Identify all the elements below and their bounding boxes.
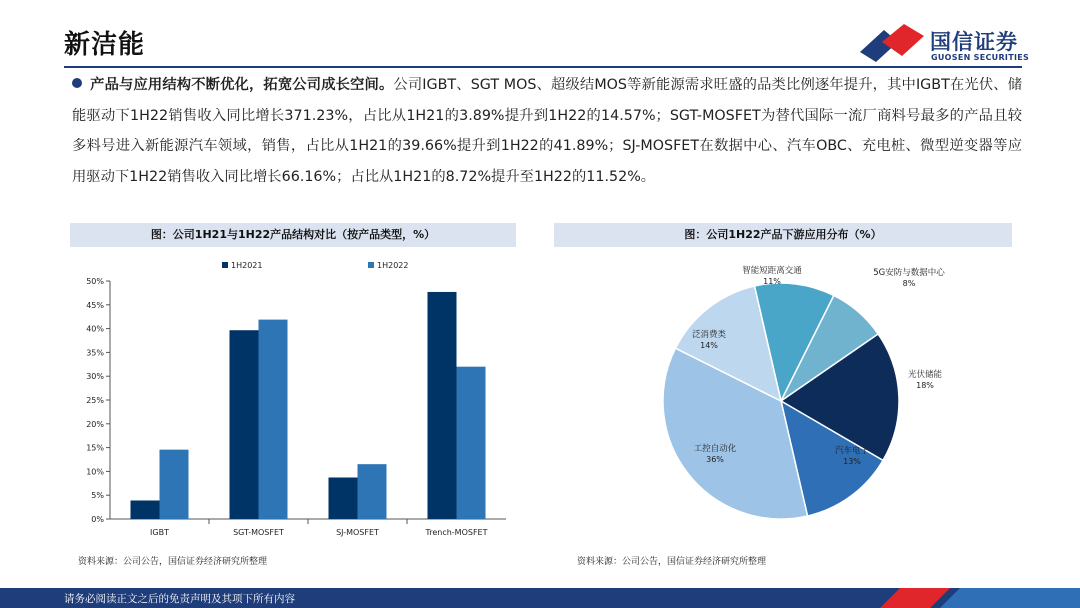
legend-swatch xyxy=(368,262,374,268)
pie-chart xyxy=(554,255,1012,547)
x-tick-label: SJ-MOSFET xyxy=(336,528,379,537)
legend-label: 1H2021 xyxy=(231,261,263,270)
bar xyxy=(259,320,288,519)
y-tick-label: 5% xyxy=(91,491,104,501)
slice-label: 5G安防与数据中心 xyxy=(873,268,945,278)
bar-chart-title: 图：公司1H21与1H22产品结构对比（按产品类型，%） xyxy=(70,223,516,247)
pie-chart-title: 图：公司1H22产品下游应用分布（%） xyxy=(554,223,1012,247)
logo-mark-icon xyxy=(858,22,928,66)
slice-percent: 11% xyxy=(763,277,781,286)
bar xyxy=(428,292,457,519)
y-tick-label: 20% xyxy=(86,419,104,429)
lead-sentence: 产品与应用结构不断优化，拓宽公司成长空间。 xyxy=(90,77,394,93)
bar-chart xyxy=(70,255,520,547)
x-tick-label: SGT-MOSFET xyxy=(233,528,284,537)
y-tick-label: 30% xyxy=(86,372,104,382)
y-tick-label: 10% xyxy=(86,467,104,477)
bar xyxy=(160,450,189,519)
x-tick-label: IGBT xyxy=(150,528,169,537)
header-rule xyxy=(64,66,1022,68)
body-text: 公司IGBT、SGT MOS、超级结MOS等新能源需求旺盛的品类比例逐年提升，其中IGBT在光伏、储能驱动下1H22销售收入同比增长371.23%，占比从1H21的3.89%提升到1H22的14.57%；SGT-MOSFET为替代国际一流厂商料号最多的产品且较多料号进入新能源汽车领域，销售，占比从1H21的39.66%提升到1H22的41.89%；SJ-MOSFET在数据中心、汽车OBC、充电桩、微型逆变器等应用驱动下1H22销售收入同比增长66.16%；占比从1H21的8.72%提升至1H22的11.52%。 xyxy=(72,77,1023,185)
bar xyxy=(358,464,387,519)
y-tick-label: 35% xyxy=(86,348,104,358)
bar xyxy=(329,477,358,519)
slice-percent: 36% xyxy=(706,455,724,464)
slice-label: 工控自动化 xyxy=(693,444,737,454)
legend-swatch xyxy=(222,262,228,268)
slice-label: 泛消费类 xyxy=(691,330,727,340)
y-tick-label: 40% xyxy=(86,324,104,334)
y-tick-label: 0% xyxy=(91,515,104,524)
y-tick-label: 15% xyxy=(86,443,104,453)
x-tick-label: Trench-MOSFET xyxy=(425,528,488,537)
y-tick-label: 25% xyxy=(86,396,104,405)
logo-subtitle: GUOSEN SECURITIES xyxy=(931,53,1030,62)
y-tick-label: 45% xyxy=(86,300,104,310)
bar xyxy=(131,500,160,519)
slice-label: 汽车电子 xyxy=(834,446,870,456)
pie-chart-source: 资料来源：公司公告，国信证券经济研究所整理 xyxy=(577,557,767,567)
body-paragraph xyxy=(72,70,1022,192)
slice-label: 光伏储能 xyxy=(907,370,943,380)
footer-stripes-icon xyxy=(840,588,1080,608)
bullet-icon xyxy=(72,78,82,88)
footer-disclaimer: 请务必阅读正文之后的免责声明及其项下所有内容 xyxy=(64,593,295,605)
y-tick-label: 50% xyxy=(86,277,104,286)
bar-chart-source: 资料来源：公司公告，国信证券经济研究所整理 xyxy=(78,557,268,567)
bar xyxy=(457,367,486,519)
logo-text: 国信证券 xyxy=(930,30,1018,54)
slice-percent: 8% xyxy=(902,279,916,288)
legend-label: 1H2022 xyxy=(377,261,409,270)
slice-percent: 18% xyxy=(916,381,934,390)
bar xyxy=(230,330,259,519)
page-title: 新洁能 xyxy=(64,30,146,60)
brand-logo xyxy=(858,22,1038,66)
slice-label: 智能短距离交通 xyxy=(742,266,802,276)
slice-percent: 13% xyxy=(843,457,861,466)
slice-percent: 14% xyxy=(700,341,718,350)
